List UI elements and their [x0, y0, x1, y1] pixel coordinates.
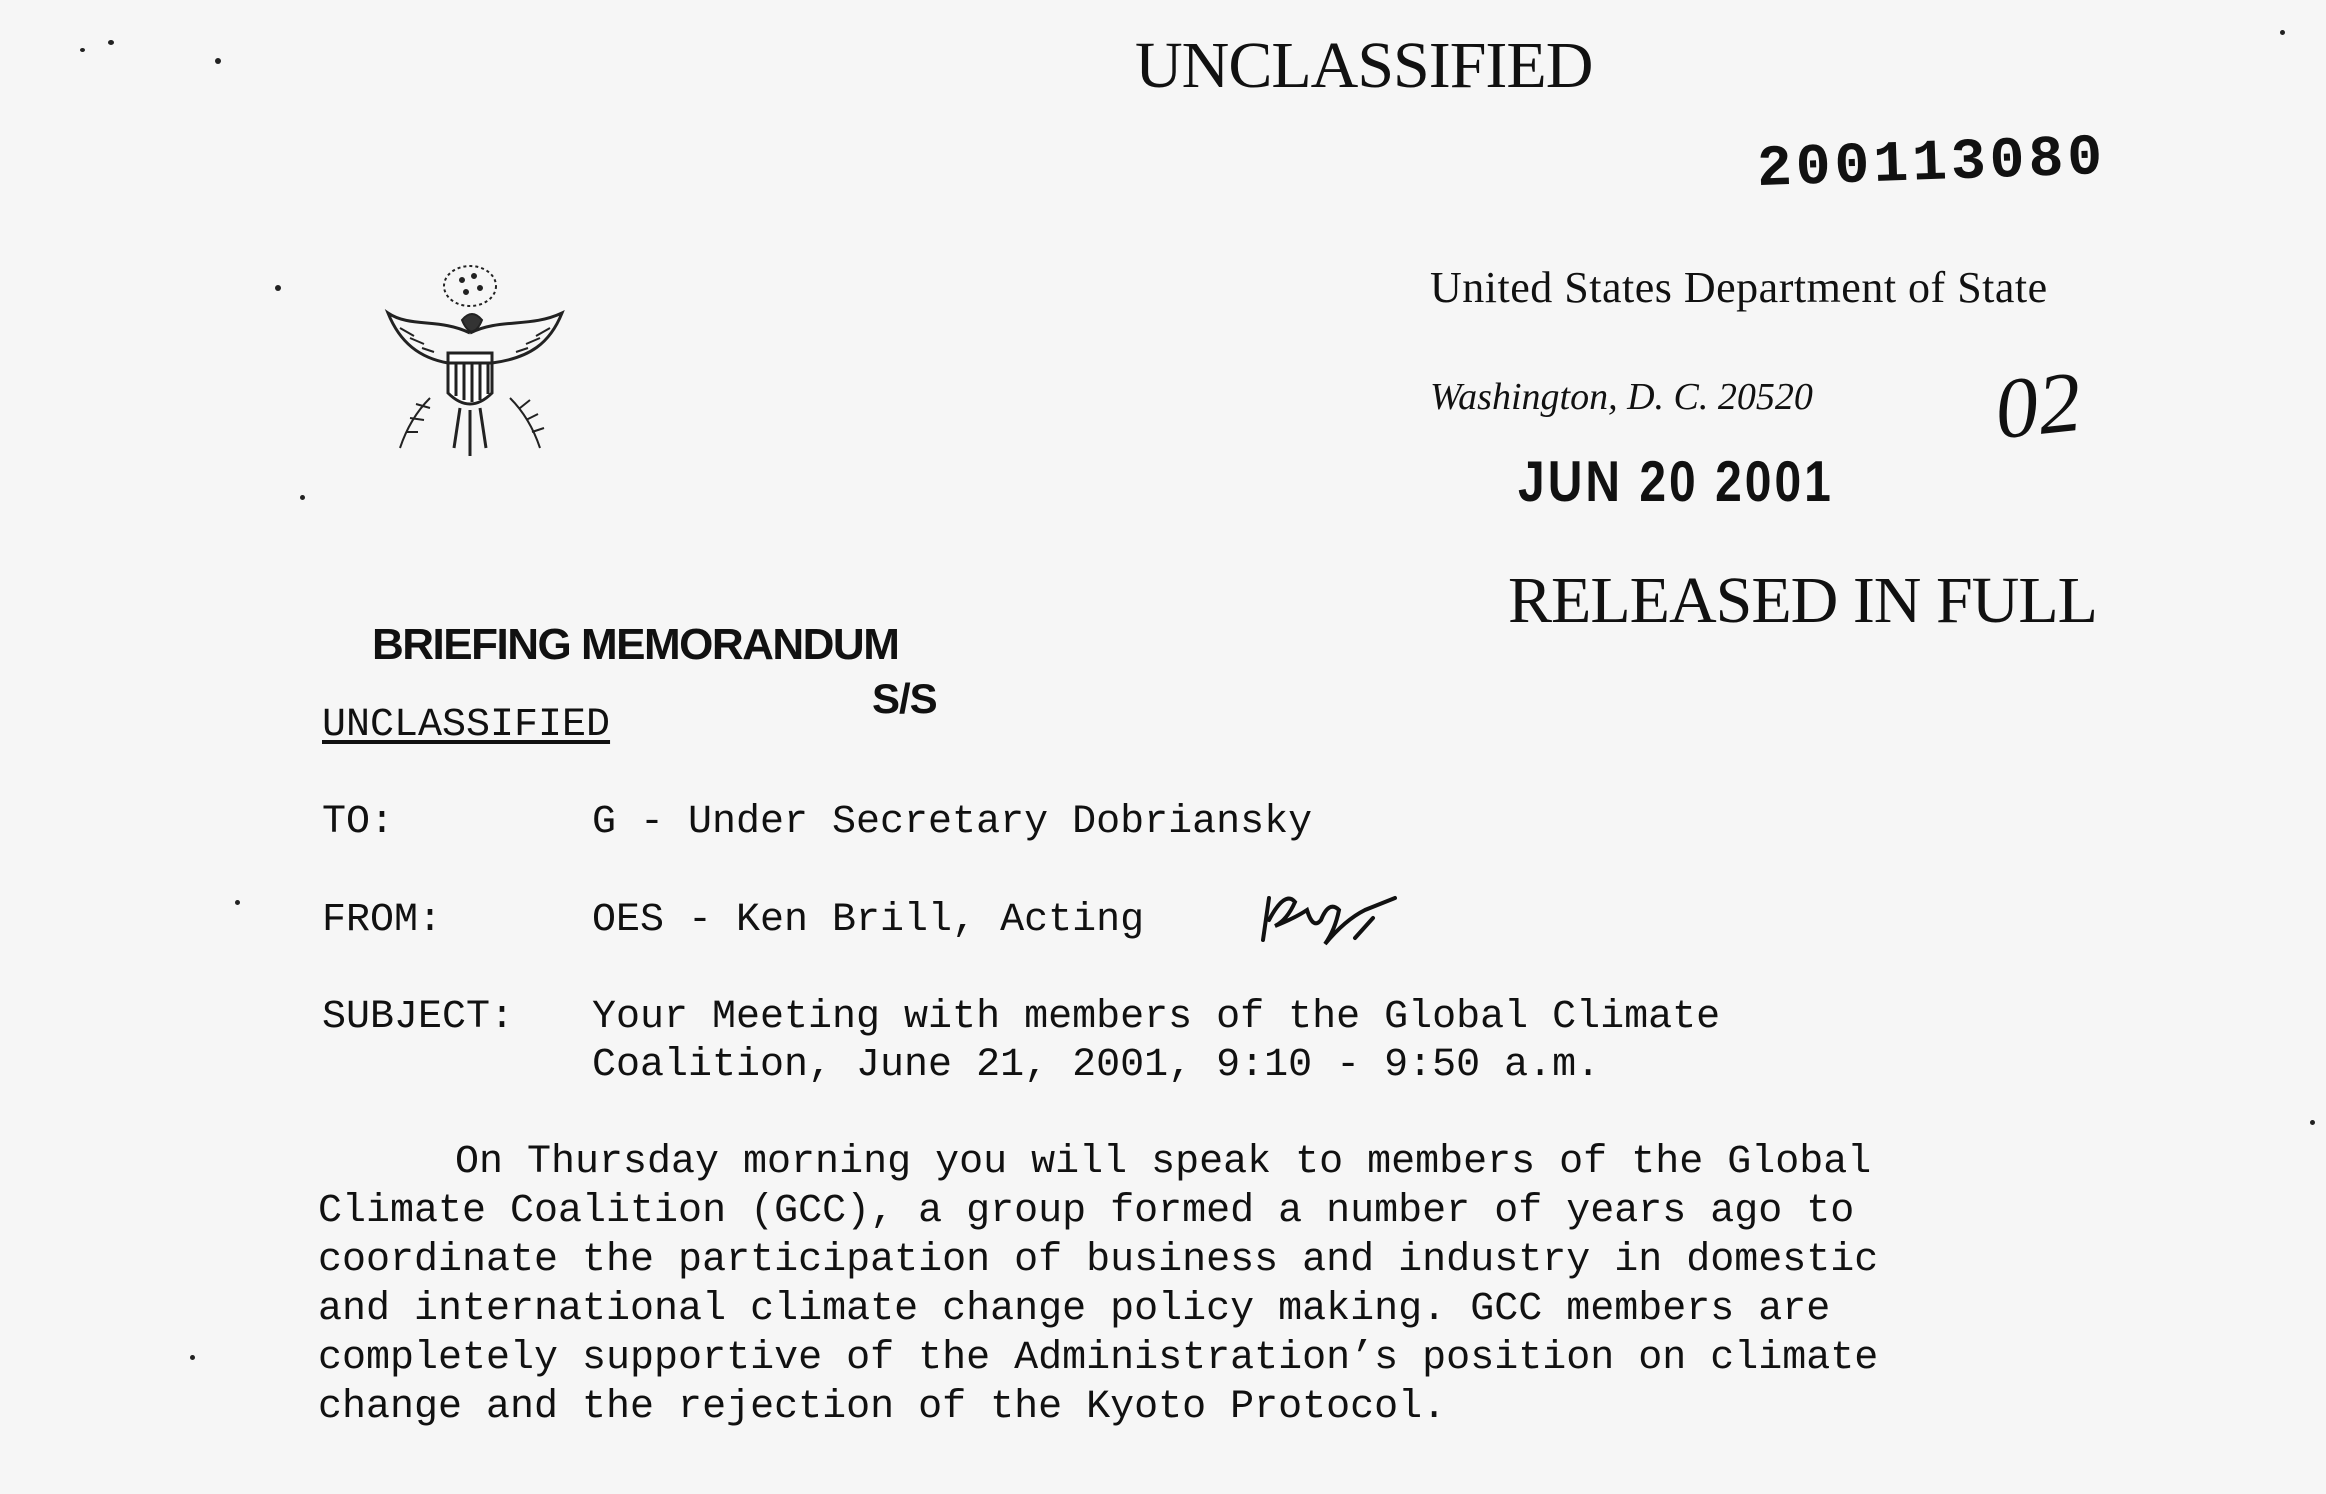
- scan-speck: [80, 48, 85, 52]
- subject-label: SUBJECT:: [322, 995, 515, 1040]
- from-label: FROM:: [322, 898, 443, 943]
- department-of-state-seal-icon: [370, 258, 580, 473]
- scan-speck: [300, 495, 305, 500]
- scan-speck: [215, 58, 221, 64]
- department-name: United States Department of State: [1430, 263, 2048, 312]
- memo-type: BRIEFING MEMORANDUM: [372, 620, 899, 669]
- scan-speck: [2280, 30, 2285, 35]
- to-label: TO:: [322, 800, 395, 845]
- body-line: On Thursday morning you will speak to members of the Global: [455, 1140, 1872, 1185]
- body-line: and international climate change policy making. GCC members are: [318, 1287, 1831, 1332]
- body-line: completely supportive of the Administration’s position on climate: [318, 1336, 1879, 1381]
- top-classification: UNCLASSIFIED: [1135, 29, 1593, 102]
- scan-speck: [275, 285, 281, 291]
- handwritten-initials-signature: [1255, 880, 1405, 960]
- memo-routing: S/S: [872, 675, 937, 722]
- body-line: coordinate the participation of business and industry in domestic: [318, 1238, 1879, 1283]
- subject-line: Coalition, June 21, 2001, 9:10 - 9:50 a.m.: [592, 1043, 1601, 1088]
- subject-line: Your Meeting with members of the Global Climate: [592, 995, 1721, 1040]
- memo-classification: UNCLASSIFIED: [322, 703, 611, 748]
- scan-speck: [2310, 1120, 2315, 1125]
- to-value: G - Under Secretary Dobriansky: [592, 800, 1313, 845]
- body-line: Climate Coalition (GCC), a group formed a number of years ago to: [318, 1189, 1855, 1234]
- handwritten-mark: 02: [1990, 352, 2086, 458]
- scan-speck: [190, 1355, 195, 1360]
- scan-speck: [108, 40, 114, 45]
- scan-speck: [235, 900, 240, 905]
- from-value: OES - Ken Brill, Acting: [592, 898, 1145, 943]
- document-number: 200113080: [1755, 125, 2108, 204]
- body-line: change and the rejection of the Kyoto Protocol.: [318, 1385, 1447, 1430]
- date-stamp: JUN 20 2001: [1518, 450, 1834, 515]
- release-status: RELEASED IN FULL: [1508, 564, 2097, 637]
- city-address: Washington, D. C. 20520: [1430, 376, 1813, 418]
